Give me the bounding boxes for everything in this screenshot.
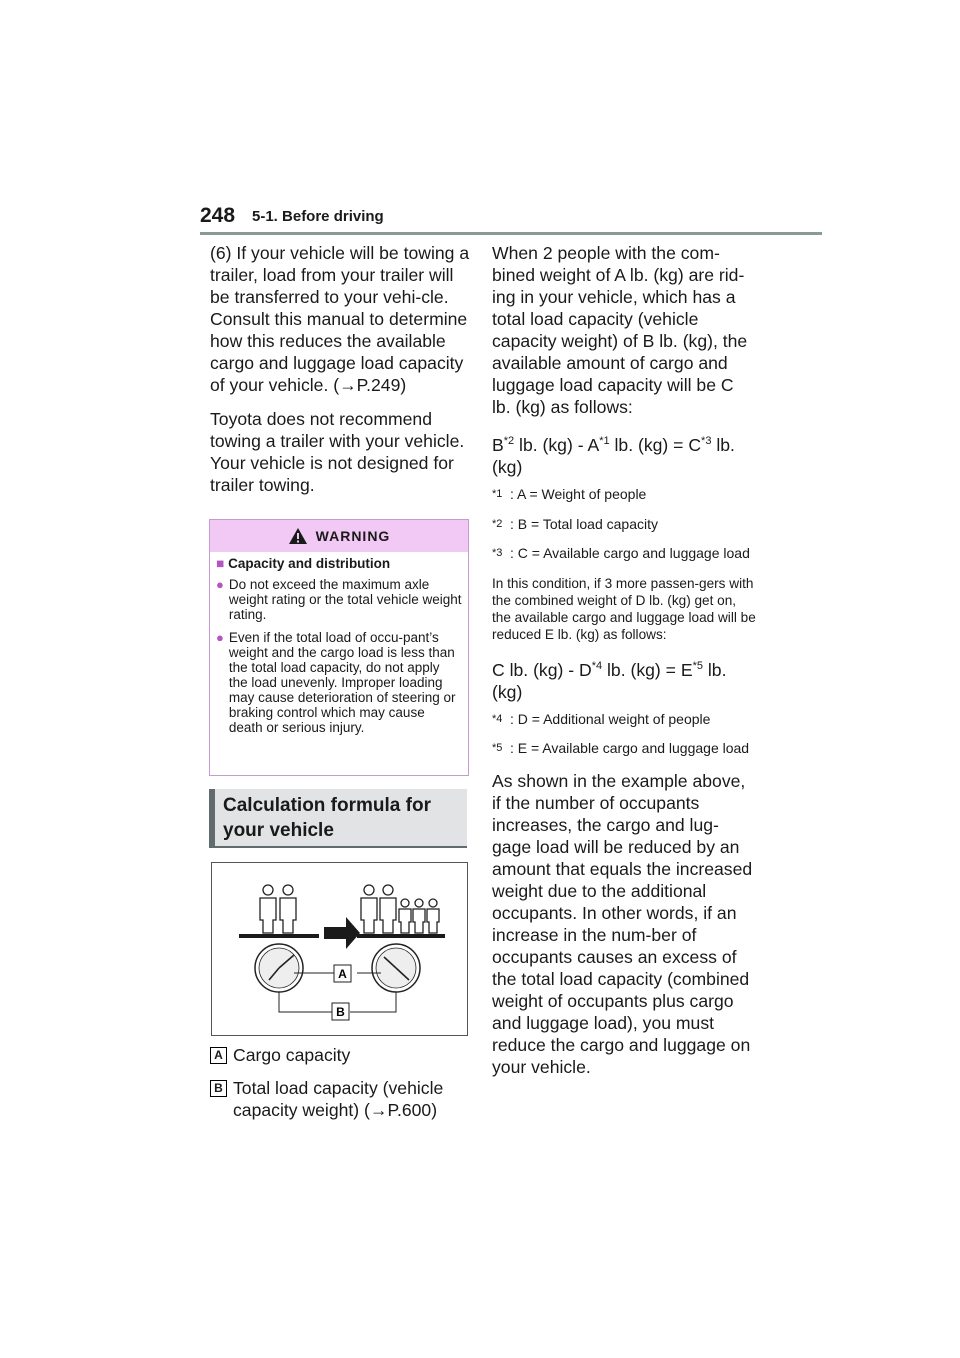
section-title: 5-1. Before driving [252, 208, 384, 225]
footnote: $^{*1}$ : A = Weight of people [492, 485, 647, 502]
left-platform [239, 934, 319, 938]
warning-item: ● Even if the total load of occu-pant’s weight and the cargo load is less than the total load capacity, do not apply the load unevenly. Improper loading may cause deterioration of steering or braking control which may cause death or serious injury. [216, 630, 456, 735]
warning-triangle-icon [288, 527, 308, 545]
load-capacity-diagram [211, 862, 468, 1036]
label-b: B [336, 1005, 345, 1019]
towing-paragraph: (6) If your vehicle will be towing a trailer, load from your trailer will be transferred to your vehi-cle. Consult this manual to determine how this reduces the available cargo and luggage load capacity of your vehicle. (→P.249) [210, 243, 470, 395]
towing-recommendation: Toyota does not recommend towing a trailer with your vehicle. Your vehicle is not designed for trailer towing. [210, 409, 465, 495]
warning-title: WARNING [315, 528, 391, 544]
footnote: $^{*2}$ : B = Total load capacity [492, 515, 658, 532]
calculation-heading: Calculation formula for your vehicle [209, 789, 467, 847]
left-column [210, 242, 472, 508]
warning-header [210, 520, 468, 552]
legend-item-a [210, 1044, 350, 1066]
warning-subheading: ■ Capacity and distribution [216, 556, 391, 571]
legend-text-b: Total load capacity (vehicle capacity weight) (→P.600) [233, 1078, 444, 1120]
legend-tag-a: A [210, 1047, 227, 1064]
header-divider [200, 232, 822, 235]
footnote: $^{*4}$ : D = Additional weight of people [492, 710, 711, 727]
footnote: $^{*5}$ : E = Available cargo and luggage load [492, 740, 750, 757]
formula-1: $B^{*2}$ lb. $(kg) - A^{*1}$ lb. $(kg) = C^{*3}$ lb. (kg) [492, 434, 735, 477]
five-people-icon [361, 885, 439, 933]
footnote: $^{*3}$ : C = Available cargo and luggage load [492, 545, 750, 562]
left-gauge [255, 944, 303, 992]
legend-text-a: Cargo capacity [233, 1045, 351, 1065]
legend-tag-b: B [210, 1080, 227, 1097]
warning-box [209, 519, 469, 776]
right-gauge [372, 944, 420, 992]
condition-paragraph: In this condition, if 3 more passen-gers with the combined weight of D lb. (kg) get on, the available cargo and luggage load will be reduced E lb. (kg) as follows: [492, 575, 756, 642]
square-bullet-icon: ■ [216, 556, 225, 571]
arrow-right-icon [324, 917, 360, 949]
warning-item: ● Do not exceed the maximum axle weight rating or the total vehicle weight rating. [216, 577, 462, 622]
right-platform [357, 934, 445, 938]
legend-item-b [210, 1077, 470, 1121]
scenario-paragraph: When 2 people with the com-bined weight of A lb. (kg) are rid-ing in your vehicle, which has a total load capacity (vehicle capacity weight) of B lb. (kg), the available amount of cargo and luggage load capacity will be C lb. (kg) as follows: [492, 243, 748, 417]
formula-2: C lb. $(kg) - D^{*4}$ lb. $(kg) = E^{*5}$ lb. (kg) [492, 659, 727, 702]
page-number: 248 [200, 204, 236, 227]
load-capacity-illustration [212, 863, 467, 1035]
label-a: A [338, 967, 347, 981]
right-column [492, 242, 757, 1090]
calculation-heading-underline [209, 846, 467, 848]
bullet-icon: ● [216, 630, 224, 645]
two-people-icon [260, 885, 296, 933]
closing-paragraph: As shown in the example above, if the number of occupants increases, the cargo and lug-gage load will be reduced by an amount that equals the increased weight due to the additional occupants. In other words, if an increase in the num-ber of occupants causes an excess of the total load capacity (combined weight of occupants plus cargo and luggage load), you must reduce the cargo and luggage on your vehicle. [492, 771, 753, 1077]
bullet-icon: ● [216, 577, 224, 592]
